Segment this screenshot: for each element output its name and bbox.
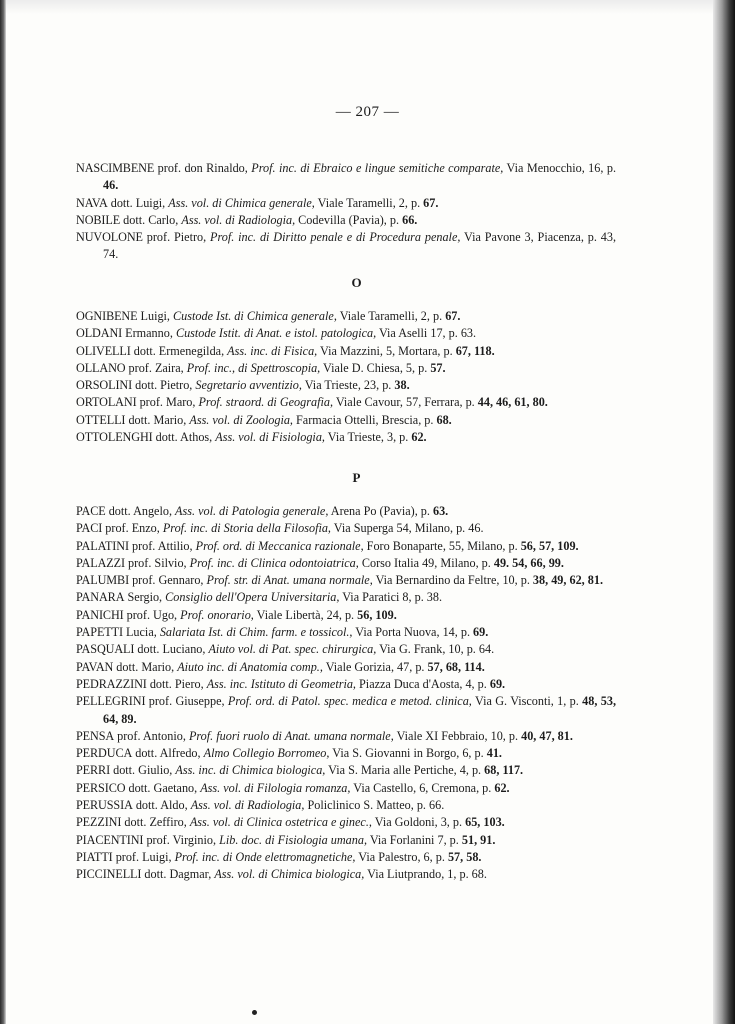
entry-address: Viale Libertà, 24, p. (253, 607, 358, 622)
entry-address: Via Forlanini 7, p. (367, 832, 462, 847)
entry-title: dott. Athos, (152, 430, 216, 445)
entry-title: prof. Attilio, (128, 538, 196, 553)
directory-entry (76, 607, 616, 624)
entry-name: ORSOLINI (76, 378, 133, 393)
entry-pages: 67, 118. (455, 343, 495, 358)
directory-entry (76, 195, 616, 212)
entry-role: Prof. fuori ruolo di Anat. umana normale, (188, 728, 394, 743)
entry-role: Aiuto inc. di Anatomia comp., (177, 659, 323, 674)
entry-pages: 66. (402, 212, 418, 227)
entry-address: Via Pavone 3, Piacenza, p. 43, 74. (103, 230, 616, 262)
entry-name: PALATINI (76, 538, 129, 553)
directory-entry (76, 360, 616, 377)
entry-name: OTTELLI (76, 412, 126, 427)
entry-title: prof. Ugo, (123, 607, 181, 622)
entry-pages: 62. (494, 780, 510, 795)
entry-name: PALUMBI (76, 573, 130, 588)
entry-role: Prof. inc., di Spettroscopia, (186, 360, 321, 375)
page-right-edge (713, 0, 735, 1024)
entry-address: Via Bernardino da Feltre, 10, p. (372, 573, 533, 588)
entry-pages: 41. (486, 746, 502, 761)
entry-name: PANARA (76, 590, 125, 605)
entry-role: Ass. vol. di Filologia romanza, (200, 780, 351, 795)
entry-pages: 56, 109. (357, 607, 397, 622)
page-top-shadow (0, 0, 735, 14)
entry-title: prof. Maro, (136, 395, 199, 410)
entry-address: Via G. Frank, 10, p. 64. (376, 642, 495, 657)
entry-title: dott. Mario, (113, 659, 178, 674)
section-heading-p: P (352, 470, 361, 485)
entry-name: PANICHI (76, 607, 124, 622)
entry-address: Via Castello, 6, Cremona, p. (350, 780, 495, 795)
entry-role: Ass. vol. di Chimica biologica, (214, 867, 365, 882)
entry-name: PICCINELLI (76, 867, 142, 882)
entry-title: Luigi, (137, 309, 174, 323)
entry-address: Via Mazzini, 5, Mortara, p. (317, 343, 456, 358)
entry-name: PIATTI (76, 849, 113, 864)
entry-pages: 49. 54, 66, 99. (493, 555, 564, 570)
entry-role: Ass. inc. di Fisica, (227, 343, 318, 358)
entry-pages: 69. (489, 676, 506, 691)
entry-address: Via Trieste, 23, p. (301, 378, 395, 393)
directory-entry (76, 394, 616, 411)
entry-address: Via Aselli 17, p. 63. (376, 326, 477, 341)
entry-name: PACE (76, 504, 106, 518)
entry-address: Arena Po (Pavia), p. (328, 504, 433, 518)
entry-role: Prof. inc. di Storia della Filosofia, (162, 521, 331, 536)
entry-pages: 46. (103, 178, 119, 193)
entry-role: Prof. inc. di Onde elettromagnetiche, (174, 849, 356, 864)
entry-title: dott. Gaetano, (125, 780, 201, 795)
entry-pages: 65, 103. (465, 815, 505, 830)
entry-title: prof. don Rinaldo, (154, 161, 252, 175)
entry-pages: 68. (436, 412, 452, 427)
entry-title: prof. Virginio, (143, 832, 220, 847)
section-o (76, 308, 616, 446)
page-left-edge (0, 0, 6, 1024)
entry-role: Ass. vol. di Fisiologia, (215, 430, 325, 445)
directory-entry (76, 229, 616, 264)
entry-title: dott. Zeffiro, (121, 815, 190, 830)
entry-title: dott. Pietro, (132, 378, 196, 393)
entry-pages: 57, 68, 114. (427, 659, 485, 674)
entry-address: Viale XI Febbraio, 10, p. (393, 728, 522, 743)
entry-role: Ass. inc. di Chimica biologica, (175, 763, 326, 778)
entry-title: Ermanno, (122, 326, 176, 341)
entry-address: Codevilla (Pavia), p. (295, 212, 403, 227)
entry-pages: 38, 49, 62, 81. (532, 573, 603, 588)
entry-name: OLIVELLI (76, 343, 131, 358)
entry-name: PERUSSIA (76, 798, 133, 813)
entry-title: prof. Luigi, (112, 849, 175, 864)
entry-role: Custode Ist. di Chimica generale, (173, 309, 337, 323)
entry-address: Corso Italia 49, Milano, p. (358, 555, 494, 570)
directory-entry (76, 212, 616, 229)
entry-name: OGNIBENE (76, 309, 138, 323)
directory-entry (76, 814, 616, 831)
entry-address: Viale Gorizia, 47, p. (322, 659, 428, 674)
entry-title: prof. Silvio, (124, 555, 190, 570)
entry-role: Ass. vol. di Chimica generale, (168, 195, 315, 210)
entry-role: Prof. ord. di Meccanica razionale, (195, 538, 364, 553)
directory-entry (76, 745, 616, 762)
entry-pages: 69. (473, 625, 489, 640)
entry-name: NAVA (76, 195, 108, 210)
directory-entry (76, 377, 616, 394)
directory-entry (76, 693, 616, 728)
entry-address: Via Menocchio, 16, p. (503, 161, 616, 175)
entry-address: Viale Cavour, 57, Ferrara, p. (333, 395, 478, 410)
entry-role: Ass. vol. di Radiologia, (190, 798, 305, 813)
section-p (76, 503, 616, 884)
directory-entry (76, 538, 616, 555)
entry-pages: 48, 53, 64, 89. (103, 694, 616, 726)
entry-title: dott. Ermenegilda, (130, 343, 228, 358)
entry-address: Via Palestro, 6, p. (355, 849, 448, 864)
entry-address: Via Paratici 8, p. 38. (339, 590, 443, 605)
entry-name: PERDUCA (76, 746, 133, 761)
entry-address: Via Superga 54, Milano, p. 46. (330, 521, 484, 536)
entry-address: Viale Taramelli, 2, p. (336, 309, 446, 323)
directory-entry (76, 676, 616, 693)
directory-entry (76, 624, 616, 641)
page-speck (252, 1010, 257, 1015)
entry-name: OLLANO (76, 360, 126, 375)
entry-name: NASCIMBENE (76, 161, 155, 175)
entry-address: Viale Taramelli, 2, p. (314, 195, 424, 210)
page-number: — 207 — (335, 104, 400, 120)
entry-title: dott. Aldo, (132, 798, 191, 813)
entry-name: OLDANI (76, 326, 123, 341)
entry-address: Via Liutprando, 1, p. 68. (364, 867, 487, 882)
entry-title: prof. Gennaro, (129, 573, 207, 588)
entry-pages: 51, 91. (461, 832, 496, 847)
entry-address: Policlinico S. Matteo, p. 66. (304, 798, 445, 813)
entry-name: PERSICO (76, 780, 126, 795)
entry-name: OTTOLENGHI (76, 430, 153, 445)
entry-title: dott. Angelo, (105, 504, 176, 518)
entry-title: dott. Luciano, (134, 642, 209, 657)
entry-title: Lucia, (122, 625, 160, 640)
entry-title: dott. Carlo, (120, 212, 182, 227)
entry-pages: 68, 117. (484, 763, 524, 778)
entry-title: prof. Pietro, (142, 230, 211, 245)
directory-entry (76, 780, 616, 797)
entry-role: Prof. inc. di Clinica odontoiatrica, (189, 555, 359, 570)
entry-role: Ass. vol. di Radiologia, (181, 212, 296, 227)
section-n (76, 160, 616, 264)
entry-address: Foro Bonaparte, 55, Milano, p. (363, 538, 521, 553)
directory-entry (76, 555, 616, 572)
entry-role: Consiglio dell'Opera Universitaria, (165, 590, 340, 605)
entry-role: Salariata Ist. di Chim. farm. e tossicol., (159, 625, 353, 640)
directory-entry (76, 520, 616, 537)
entry-pages: 67. (445, 309, 461, 323)
entry-title: dott. Alfredo, (132, 746, 204, 761)
directory-entry (76, 832, 616, 849)
entry-role: Custode Istit. di Anat. e istol. patologica, (175, 326, 377, 341)
entry-title: dott. Giulio, (110, 763, 176, 778)
entry-title: prof. Giuseppe, (145, 694, 228, 709)
directory-entry (76, 572, 616, 589)
directory-entry (76, 849, 616, 866)
directory-entry (76, 641, 616, 658)
entry-name: PENSA (76, 728, 115, 743)
entry-role: Prof. ord. di Patol. spec. medica e metod. clinica, (227, 694, 472, 709)
entry-title: prof. Enzo, (102, 521, 163, 536)
entry-title: Sergio, (124, 590, 166, 605)
entry-name: PACI (76, 521, 103, 536)
entry-name: PIACENTINI (76, 832, 144, 847)
directory-entry (76, 659, 616, 676)
directory-entry (76, 343, 616, 360)
directory-entry (76, 762, 616, 779)
entry-pages: 56, 57, 109. (520, 538, 579, 553)
directory-entry (76, 589, 616, 606)
entry-title: dott. Piero, (146, 676, 207, 691)
entry-address: Farmacia Ottelli, Brescia, p. (292, 412, 437, 427)
entry-name: PEZZINI (76, 815, 122, 830)
entry-address: Via Porta Nuova, 14, p. (352, 625, 474, 640)
entry-address: Viale D. Chiesa, 5, p. (320, 360, 431, 375)
entry-name: PERRI (76, 763, 111, 778)
entry-role: Prof. inc. di Diritto penale e di Procedura penale, (210, 230, 461, 245)
entry-name: ORTOLANI (76, 395, 137, 410)
entry-pages: 38. (394, 378, 410, 393)
entry-address: Via S. Maria alle Pertiche, 4, p. (325, 763, 485, 778)
entry-address: Via Trieste, 3, p. (324, 430, 412, 445)
directory-entry (76, 866, 616, 883)
entry-pages: 63. (432, 504, 449, 518)
entry-name: PEDRAZZINI (76, 676, 147, 691)
entry-pages: 44, 46, 61, 80. (477, 395, 548, 410)
directory-entry (76, 797, 616, 814)
entry-role: Prof. str. di Anat. umana normale, (206, 573, 373, 588)
entry-role: Segretario avventizio, (195, 378, 302, 393)
directory-entry (76, 308, 616, 325)
entry-address: Via Goldoni, 3, p. (371, 815, 466, 830)
entry-title: prof. Antonio, (114, 728, 189, 743)
entry-address: Piazza Duca d'Aosta, 4, p. (355, 676, 490, 691)
entry-name: PELLEGRINI (76, 694, 146, 709)
entry-name: NOBILE (76, 212, 121, 227)
entry-pages: 62. (411, 430, 427, 445)
entry-pages: 67. (423, 195, 439, 210)
entry-role: Ass. inc. Istituto di Geometria, (206, 676, 356, 691)
entry-title: dott. Luigi, (107, 195, 169, 210)
entry-role: Aiuto vol. di Pat. spec. chirurgica, (208, 642, 377, 657)
entry-pages: 57. (430, 360, 446, 375)
section-heading-o: O (351, 275, 362, 290)
entry-role: Prof. onorario, (180, 607, 254, 622)
entry-role: Lib. doc. di Fisiologia umana, (219, 832, 368, 847)
entry-role: Almo Collegio Borromeo, (203, 746, 330, 761)
entry-name: PAVAN (76, 659, 114, 674)
entry-pages: 57, 58. (447, 849, 482, 864)
entry-role: Ass. vol. di Clinica ostetrica e ginec., (189, 815, 372, 830)
directory-entry (76, 412, 616, 429)
entry-role: Ass. vol. di Patologia generale, (175, 504, 329, 518)
directory-entry (76, 160, 616, 195)
entry-role: Prof. inc. di Ebraico e lingue semitiche comparate, (251, 161, 504, 175)
entry-name: PAPETTI (76, 625, 123, 640)
directory-entry (76, 325, 616, 342)
entry-address: Via S. Giovanni in Borgo, 6, p. (329, 746, 487, 761)
entry-role: Prof. straord. di Geografia, (198, 395, 333, 410)
entry-title: dott. Dagmar, (141, 867, 215, 882)
entry-name: NUVOLONE (76, 230, 143, 245)
entry-address: Via G. Visconti, 1, p. (471, 694, 583, 709)
entry-name: PASQUALI (76, 642, 135, 657)
entry-title: prof. Zaira, (125, 360, 187, 375)
directory-entry (76, 503, 616, 520)
entry-pages: 40, 47, 81. (521, 728, 573, 743)
directory-entry (76, 429, 616, 446)
entry-name: PALAZZI (76, 555, 125, 570)
entry-role: Ass. vol. di Zoologia, (189, 412, 293, 427)
directory-entry (76, 728, 616, 745)
entry-title: dott. Mario, (125, 412, 190, 427)
